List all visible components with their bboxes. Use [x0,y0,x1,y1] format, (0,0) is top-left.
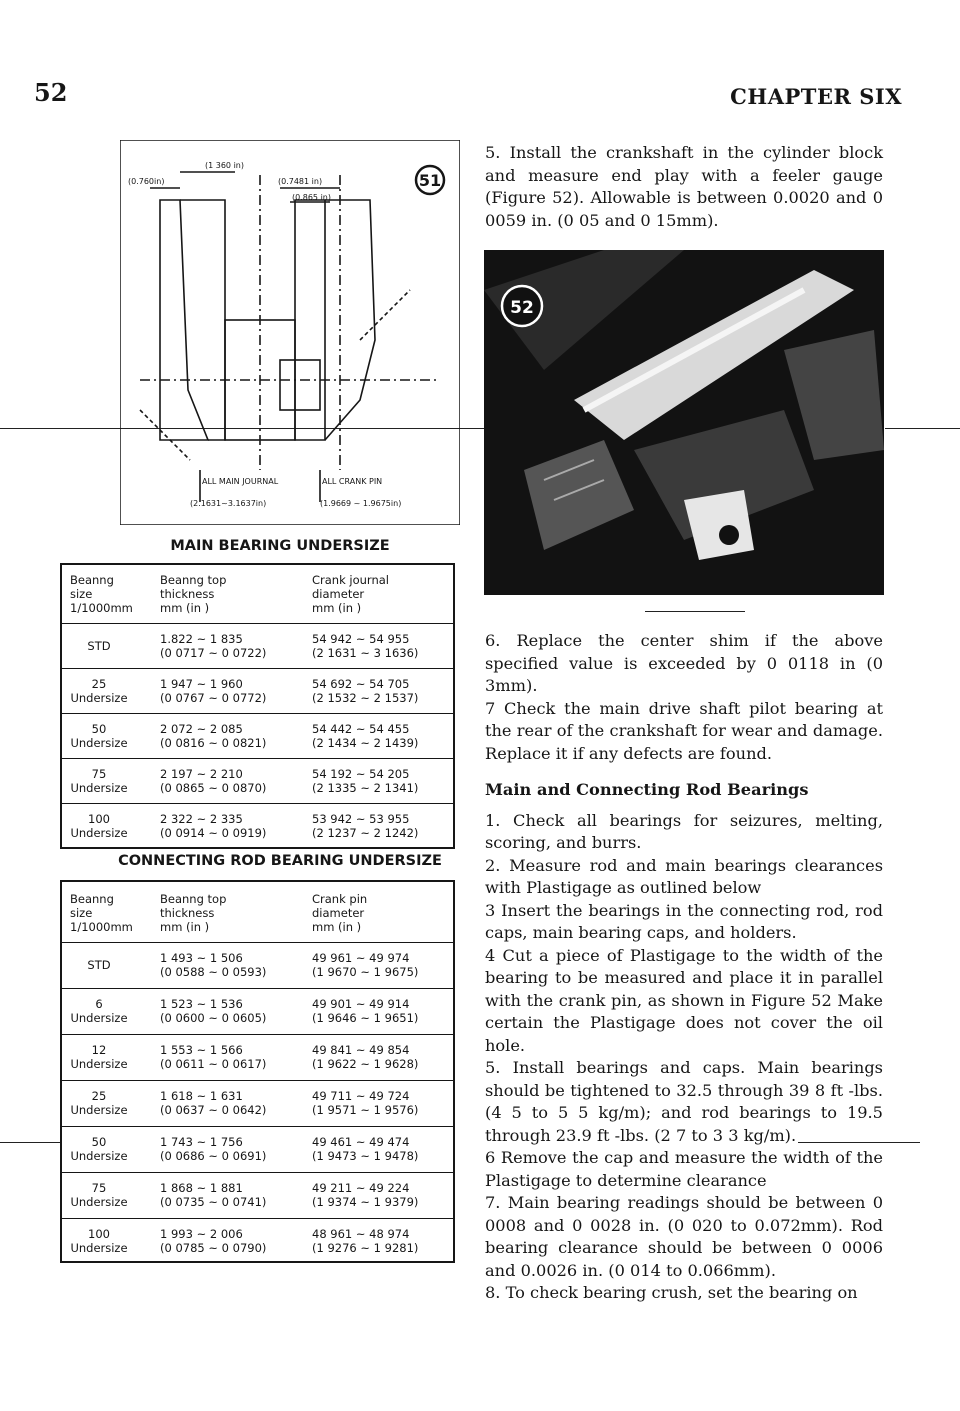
cell-diameter: 49 901 ~ 49 914 [312,997,410,1011]
cell-diameter: (1 9622 ~ 1 9628) [312,1057,419,1071]
cell-size: 12 [91,1043,107,1057]
cell-top: 1 743 ~ 1 756 [160,1135,243,1149]
cell-size: Undersize [70,781,128,795]
header-size: size [70,906,93,920]
cell-size: 50 [91,722,107,736]
header-size: 1/1000mm [70,920,133,934]
cell-diameter: (1 9473 ~ 1 9478) [312,1149,419,1163]
cell-diameter: 49 711 ~ 49 724 [312,1089,410,1103]
cell-top: 2 197 ~ 2 210 [160,767,243,781]
header-top: thickness [160,587,215,601]
cell-size: STD [87,639,111,653]
figure-52-number: 52 [510,298,534,318]
cell-size: Undersize [70,1103,128,1117]
header-top: mm (in ) [160,601,210,615]
bearing-step-7: 7. Main bearing readings should be between 0 0008 and 0 0028 in. (0 020 to 0.072mm). Rod bearing clearance should be between 0 0006 and 0.0026 in. (0 014 to 0.066mm). [485,1193,883,1280]
bearing-step-5: 5. Install bearings and caps. Main bearings should be tightened to 32.5 through 39 8 ft -lbs. (4 5 to 5 5 kg/m); and rod bearings to 19.5 through 23.9 ft -lbs. (2 7 to 3 3 kg/m). [485,1058,883,1145]
feeler-gauge-photo [484,250,884,595]
cell-top: 1 993 ~ 2 006 [160,1227,243,1241]
cell-top: 1.822 ~ 1 835 [160,632,243,646]
cell-diameter: 53 942 ~ 53 955 [312,812,410,826]
bearings-heading: Main and Connecting Rod Bearings [485,780,809,799]
table-row [62,668,453,713]
cell-top: 2 322 ~ 2 335 [160,812,243,826]
header-top: thickness [160,906,215,920]
table-header-row [62,565,453,623]
table-row [62,713,453,758]
cell-size: Undersize [70,1057,128,1071]
figure-52-photo [484,250,884,595]
cell-diameter: 49 461 ~ 49 474 [312,1135,410,1149]
cell-diameter: (1 9670 ~ 1 9675) [312,965,419,979]
dim-left: (0.760in) [128,177,165,186]
cell-size: Undersize [70,1195,128,1209]
cell-diameter: (1 9646 ~ 1 9651) [312,1011,419,1025]
bearing-step-4: 4 Cut a piece of Plastigage to the width of the bearing to be measured and place it in parallel with the crank pin, as shown in Figure 52 Make certain the Plastigage does not cover the oil hole. [485,945,883,1055]
table-row [62,1172,453,1218]
main-bearing-table-title: MAIN BEARING UNDERSIZE [170,538,390,554]
header-diameter: diameter [312,906,365,920]
dim-top: (1 360 in) [205,161,244,170]
bearing-step-3: 3 Insert the bearings in the connecting rod, rod caps, main bearing caps, and holders. [485,900,883,942]
cell-diameter: 48 961 ~ 48 974 [312,1227,410,1241]
scan-line-left-lower [0,1142,60,1143]
cell-size: 75 [91,767,107,781]
separator-line [645,611,745,612]
table-row [62,988,453,1034]
cell-diameter: (2 1434 ~ 2 1439) [312,736,419,750]
cell-top: (0 0816 ~ 0 0821) [160,736,267,750]
figure-51-number: 51 [418,171,442,190]
bearing-step-1: 1. Check all bearings for seizures, melting, scoring, and burrs. [485,810,883,852]
table-row [62,758,453,803]
cell-size: 100 [88,812,110,826]
table-header-row [62,882,453,942]
table-row [62,623,453,668]
header-size: Beanng [70,892,114,906]
dim-right-mid: (0.865 in) [292,193,331,202]
cell-top: 1 947 ~ 1 960 [160,677,243,691]
dim-bottom-left: (2.1631~3.1637in) [190,499,267,508]
cell-top: 1 493 ~ 1 506 [160,951,243,965]
table-row [62,1126,453,1172]
bearing-step-2: 2. Measure rod and main bearings clearances with Plastigage as outlined below [485,855,883,897]
main-bearing-table [60,563,455,849]
cell-diameter: (1 9276 ~ 1 9281) [312,1241,419,1255]
step-5-text: 5. Install the crankshaft in the cylinder block and measure end play with a feeler gauge (Figure 52). Allowable is between 0.0020 and 0 0059 in. (0 05 and 0 15mm). [485,143,883,230]
page-number: 52 [34,78,68,107]
table-row [62,1034,453,1080]
cell-diameter: 54 442 ~ 54 455 [312,722,410,736]
bearing-step-8: 8. To check bearing crush, set the bearing on [485,1283,858,1302]
header-size: 1/1000mm [70,601,133,615]
cell-size: 6 [95,997,103,1011]
rod-bearing-table-title: CONNECTING ROD BEARING UNDERSIZE [118,853,442,869]
cell-size: 25 [91,677,107,691]
dim-right-top: (0.7481 in) [278,177,323,186]
table-row [62,803,453,847]
cell-size: 50 [91,1135,107,1149]
header-top: Beanng top [160,892,227,906]
cell-size: Undersize [70,1011,128,1025]
header-top: Beanng top [160,573,227,587]
cell-diameter: 49 841 ~ 49 854 [312,1043,410,1057]
cell-diameter: 54 192 ~ 54 205 [312,767,410,781]
cell-size: Undersize [70,691,128,705]
cell-size: Undersize [70,736,128,750]
cell-top: (0 0686 ~ 0 0691) [160,1149,267,1163]
cell-diameter: 54 942 ~ 54 955 [312,632,410,646]
table-row [62,942,453,988]
cell-top: (0 0785 ~ 0 0790) [160,1241,267,1255]
cell-top: (0 0611 ~ 0 0617) [160,1057,267,1071]
cell-top: (0 0767 ~ 0 0772) [160,691,267,705]
rod-bearing-table [60,880,455,1263]
cell-size: Undersize [70,1241,128,1255]
table-row [62,1080,453,1126]
cell-top: (0 0865 ~ 0 0870) [160,781,267,795]
cell-top: 1 553 ~ 1 566 [160,1043,243,1057]
cell-diameter: (1 9571 ~ 1 9576) [312,1103,419,1117]
cell-top: (0 0717 ~ 0 0722) [160,646,267,660]
cell-size: 25 [91,1089,107,1103]
cell-diameter: (1 9374 ~ 1 9379) [312,1195,419,1209]
cell-top: 1 618 ~ 1 631 [160,1089,243,1103]
header-diameter: diameter [312,587,365,601]
cell-diameter: (2 1335 ~ 2 1341) [312,781,419,795]
right-column-body [485,630,883,1305]
cell-top: 1 523 ~ 1 536 [160,997,243,1011]
dim-note-left: ALL MAIN JOURNAL [202,477,279,486]
header-size: size [70,587,93,601]
header-diameter: mm (in ) [312,601,362,615]
cell-diameter: (2 1631 ~ 3 1636) [312,646,419,660]
cell-diameter: (2 1532 ~ 2 1537) [312,691,419,705]
header-diameter: mm (in ) [312,920,362,934]
step-5-paragraph [485,142,883,232]
cell-diameter: 49 961 ~ 49 974 [312,951,410,965]
step-6-text: 6. Replace the center shim if the above specified value is exceeded by 0 0118 in (0 3mm). [485,631,883,695]
figure-51-crankshaft-diagram [120,140,460,525]
bearing-step-6: 6 Remove the cap and measure the width of the Plastigage to determine clearance [485,1148,883,1190]
header-top: mm (in ) [160,920,210,934]
header-size: Beanng [70,573,114,587]
cell-top: (0 0637 ~ 0 0642) [160,1103,267,1117]
cell-top: 2 072 ~ 2 085 [160,722,243,736]
cell-top: (0 0600 ~ 0 0605) [160,1011,267,1025]
header-diameter: Crank pin [312,892,368,906]
chapter-title: CHAPTER SIX [730,84,902,109]
cell-diameter: (2 1237 ~ 2 1242) [312,826,419,840]
table-row [62,1218,453,1263]
cell-diameter: 49 211 ~ 49 224 [312,1181,410,1195]
header-diameter: Crank journal [312,573,389,587]
cell-size: Undersize [70,1149,128,1163]
cell-top: 1 868 ~ 1 881 [160,1181,243,1195]
cell-top: (0 0588 ~ 0 0593) [160,965,267,979]
cell-diameter: 54 692 ~ 54 705 [312,677,410,691]
cell-top: (0 0735 ~ 0 0741) [160,1195,267,1209]
dim-bottom-right: (1.9669 ~ 1.9675in) [320,499,402,508]
step-7-text: 7 Check the main drive shaft pilot bearing at the rear of the crankshaft for wear and damage. Replace it if any defects are found. [485,698,883,763]
cell-size: STD [87,958,111,972]
crankshaft-drawing [120,140,460,525]
cell-size: 100 [88,1227,110,1241]
cell-size: 75 [91,1181,107,1195]
cell-size: Undersize [70,826,128,840]
dim-note-right: ALL CRANK PIN [322,477,383,486]
scan-line-right [885,428,960,429]
cell-top: (0 0914 ~ 0 0919) [160,826,267,840]
